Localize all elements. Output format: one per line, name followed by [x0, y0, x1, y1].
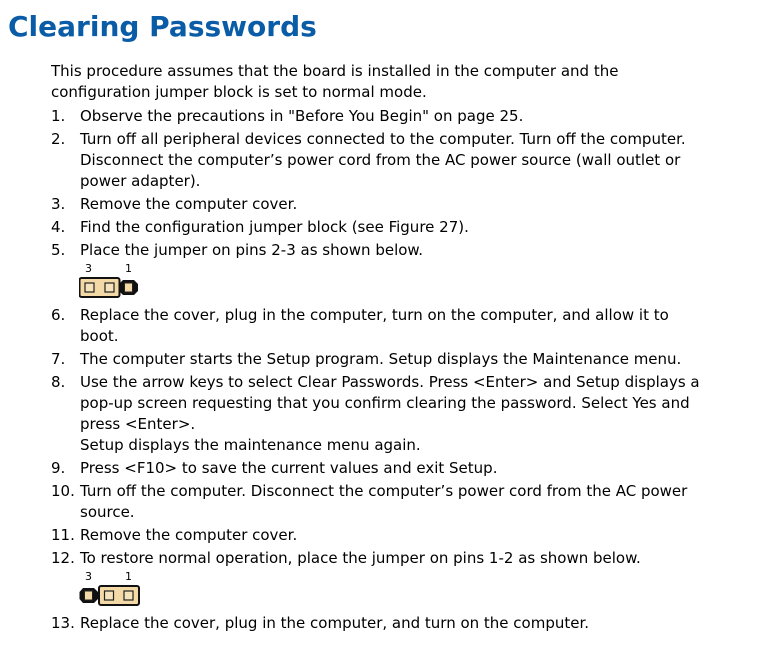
step-text	[80, 305, 761, 347]
step-text	[80, 481, 761, 523]
pin-label-1: 1	[125, 570, 132, 583]
step-line: Turn off all peripheral devices connected to the computer. Turn off the computer.	[80, 130, 686, 148]
step-10	[0, 481, 761, 523]
step-line: The computer starts the Setup program. Setup displays the Maintenance menu.	[80, 350, 682, 368]
step-number: 12.	[51, 549, 75, 567]
step-number: 10.	[51, 482, 75, 500]
step-number: 7.	[51, 350, 66, 368]
step-text	[80, 194, 761, 215]
pin-label-1: 1	[125, 262, 132, 275]
step-line: Turn off the computer. Disconnect the computer’s power cord from the AC power	[80, 482, 688, 500]
step-line: Place the jumper on pins 2-3 as shown below.	[80, 241, 424, 259]
step-text	[80, 349, 761, 370]
jumper-block-icon	[79, 276, 141, 300]
step-line: Use the arrow keys to select Clear Passwords. Press <Enter> and Setup displays a	[80, 373, 700, 391]
step-number: 8.	[51, 373, 66, 391]
step-line: power adapter).	[80, 172, 201, 190]
step-line: press <Enter>.	[80, 415, 196, 433]
step-line: source.	[80, 503, 135, 521]
step-text	[80, 372, 761, 456]
step-line: Observe the precautions in "Before You Begin" on page 25.	[80, 107, 524, 125]
step-line: boot.	[80, 327, 119, 345]
step-6	[0, 305, 761, 347]
step-13	[0, 613, 761, 634]
step-text	[80, 240, 761, 261]
step-4	[0, 217, 761, 238]
step-11	[0, 525, 761, 546]
step-line: Press <F10> to save the current values and exit Setup.	[80, 459, 498, 477]
step-text	[80, 129, 761, 192]
step-number: 2.	[51, 130, 66, 148]
step-line: Setup displays the maintenance menu again.	[80, 436, 421, 454]
pin-label-3: 3	[85, 570, 92, 583]
pin-3	[85, 591, 93, 600]
jumper-diagram-pins-1-2	[79, 569, 141, 611]
step-line: Disconnect the computer’s power cord from the AC power source (wall outlet or	[80, 151, 681, 169]
step-text	[80, 458, 761, 479]
step-text	[80, 217, 761, 238]
step-3	[0, 194, 761, 215]
step-8	[0, 372, 761, 456]
pin-1	[124, 591, 133, 600]
pin-label-3: 3	[85, 262, 92, 275]
step-9	[0, 458, 761, 479]
step-text	[80, 525, 761, 546]
pin-2	[105, 591, 114, 600]
step-line: Find the configuration jumper block (see Figure 27).	[80, 218, 469, 236]
step-12	[0, 548, 761, 569]
step-number: 3.	[51, 195, 66, 213]
step-text	[80, 613, 761, 634]
step-line: Replace the cover, plug in the computer, turn on the computer, and allow it to	[80, 306, 669, 324]
step-text	[80, 548, 761, 569]
pin-2	[105, 283, 114, 292]
step-text	[80, 106, 761, 127]
step-2	[0, 129, 761, 192]
step-line: pop-up screen requesting that you confirm clearing the password. Select Yes and	[80, 394, 690, 412]
step-line: Replace the cover, plug in the computer, and turn on the computer.	[80, 614, 590, 632]
intro-paragraph	[51, 61, 751, 103]
step-line: Remove the computer cover.	[80, 195, 298, 213]
step-line: To restore normal operation, place the jumper on pins 1-2 as shown below.	[80, 549, 641, 567]
procedure-steps	[0, 106, 761, 634]
jumper-diagram-pins-2-3	[79, 261, 141, 303]
step-5	[0, 240, 761, 261]
step-number: 11.	[51, 526, 75, 544]
step-number: 9.	[51, 459, 66, 477]
step-number: 1.	[51, 107, 66, 125]
step-1	[0, 106, 761, 127]
step-number: 6.	[51, 306, 66, 324]
step-7	[0, 349, 761, 370]
step-number: 4.	[51, 218, 66, 236]
pin-1	[125, 283, 133, 292]
step-line: Remove the computer cover.	[80, 526, 298, 544]
step-number: 5.	[51, 241, 66, 259]
page-title: Clearing Passwords	[8, 10, 317, 43]
intro-line: This procedure assumes that the board is installed in the computer and the	[51, 62, 619, 80]
intro-line: configuration jumper block is set to normal mode.	[51, 83, 427, 101]
jumper-block-icon	[79, 584, 141, 608]
pin-3	[85, 283, 94, 292]
step-number: 13.	[51, 614, 75, 632]
